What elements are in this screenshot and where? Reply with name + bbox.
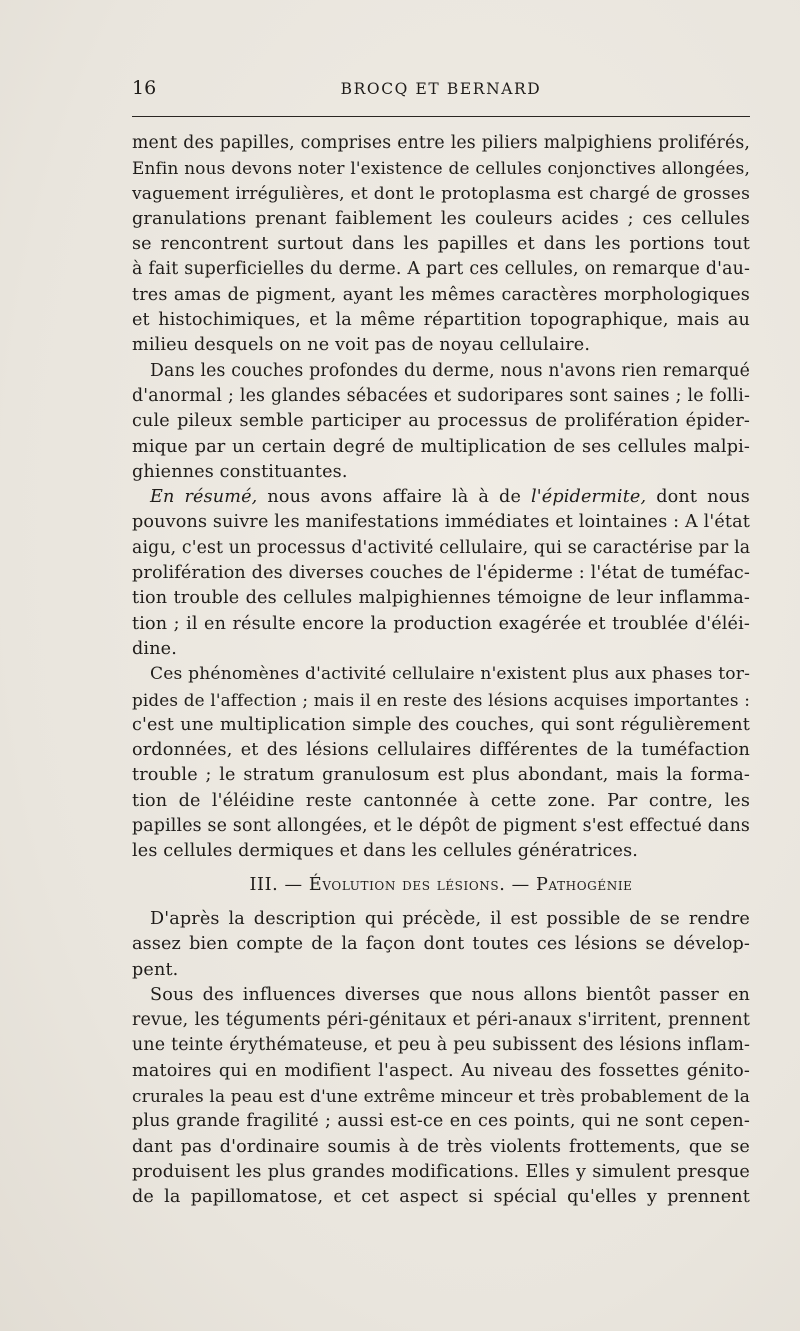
text-line: pouvons suivre les manifestations immédiates et lointaines : A l'état (132, 512, 750, 533)
text-line: Enfin nous devons noter l'existence de cellules conjonctives allongées, (132, 158, 750, 179)
text-line: pent. (132, 959, 179, 980)
header-rule (132, 116, 750, 117)
emphasis-epidermite: l'épidermite, (531, 487, 647, 508)
text-line: tres amas de pigment, ayant les mêmes caractères morphologiques (132, 284, 750, 305)
text-line: assez bien compte de la façon dont toutes ces lésions se dévelop- (132, 934, 750, 955)
text-line: dine. (132, 638, 177, 659)
text-line: aigu, c'est un processus d'activité cellulaire, qui se caractérise par la (132, 537, 751, 558)
text-line: tion ; il en résulte encore la production exagérée et troublée d'éléi- (132, 613, 750, 634)
text-line: milieu desquels on ne voit pas de noyau cellulaire. (132, 335, 591, 356)
text-line: ment des papilles, comprises entre les piliers malpighiens proliférés, (132, 133, 750, 153)
text-line: une teinte érythémateuse, et peu à peu subissent des lésions inflam- (132, 1035, 750, 1056)
text-line: D'après la description qui précède, il est possible de se rendre (150, 909, 750, 929)
body-text-top (132, 131, 750, 865)
text-line: se rencontrent surtout dans les papilles et dans les portions tout (132, 234, 750, 255)
text-line: papilles se sont allongées, et le dépôt de pigment s'est effectué dans (132, 816, 750, 837)
text-line: produisent les plus grandes modifications. Elles y simulent presque (132, 1161, 750, 1182)
text-line: granulations prenant faiblement les couleurs acides ; ces cellules (132, 208, 750, 229)
text-line: ghiennes constituantes. (132, 461, 348, 482)
text-line: Dans les couches profondes du derme, nous n'avons rien remarqué (150, 360, 750, 381)
section-title-pathogenie: Pathogénie (536, 875, 633, 895)
page-header (132, 76, 750, 104)
text-line: de la papillomatose, et cet aspect si spécial qu'elles y prennent (132, 1187, 750, 1208)
text-line: pides de l'affection ; mais il en reste des lésions acquises importantes : (132, 689, 750, 710)
text-line: plus grande fragilité ; aussi est-ce en ces points, qui ne sont cepen- (132, 1111, 750, 1132)
text-line: c'est une multiplication simple des couches, qui sont régulièrement (132, 714, 750, 735)
emphasis-en-resume: En résumé, (150, 487, 258, 508)
text-fragment: dont nous (646, 487, 750, 508)
text-line-summary (132, 485, 750, 510)
text-line: d'anormal ; les glandes sébacées et sudoripares sont saines ; le folli- (132, 385, 750, 406)
text-line: cule pileux semble participer au processus de prolifération épider- (132, 411, 750, 432)
text-line: tion trouble des cellules malpighiennes témoigne de leur inflamma- (132, 588, 750, 609)
text-line: crurales la peau est d'une extrême minceur et très probablement de la (132, 1086, 750, 1107)
section-number: III. (249, 875, 279, 895)
text-line: Ces phénomènes d'activité cellulaire n'existent plus aux phases tor- (150, 664, 750, 685)
text-line: ordonnées, et des lésions cellulaires différentes de la tuméfaction (132, 740, 750, 761)
section-dash: — (511, 875, 530, 895)
text-line: tion de l'éléidine reste cantonnée à cette zone. Par contre, les (132, 790, 750, 811)
text-fragment: nous avons affaire là à de (257, 487, 532, 508)
running-head: BROCQ ET BERNARD (340, 80, 542, 98)
text-line: vaguement irrégulières, et dont le protoplasma est chargé de grosses (132, 183, 750, 204)
text-line: revue, les téguments péri-génitaux et péri-anaux s'irritent, prennent (132, 1010, 750, 1031)
text-line: prolifération des diverses couches de l'épiderme : l'état de tuméfac- (132, 563, 750, 584)
text-line: trouble ; le stratum granulosum est plus abondant, mais la forma- (132, 765, 750, 786)
text-line: à fait superficielles du derme. A part ces cellules, on remarque d'au- (132, 259, 750, 280)
body-text-bottom (132, 907, 750, 1211)
text-line: et histochimiques, et la même répartition topographique, mais au (132, 310, 750, 331)
page-number: 16 (132, 77, 157, 99)
text-line: les cellules dermiques et dans les cellules génératrices. (132, 841, 639, 862)
text-line: Sous des influences diverses que nous allons bientôt passer en (150, 984, 750, 1005)
section-title-evolution: Évolution des lésions. (308, 875, 506, 895)
text-line: dant pas d'ordinaire soumis à de très violents frottements, que se (132, 1136, 750, 1157)
text-line: matoires qui en modifient l'aspect. Au niveau des fossettes génito- (132, 1060, 750, 1081)
text-line: mique par un certain degré de multiplication de ses cellules malpi- (132, 436, 750, 457)
section-dash: — (284, 875, 303, 895)
section-heading (132, 873, 750, 897)
